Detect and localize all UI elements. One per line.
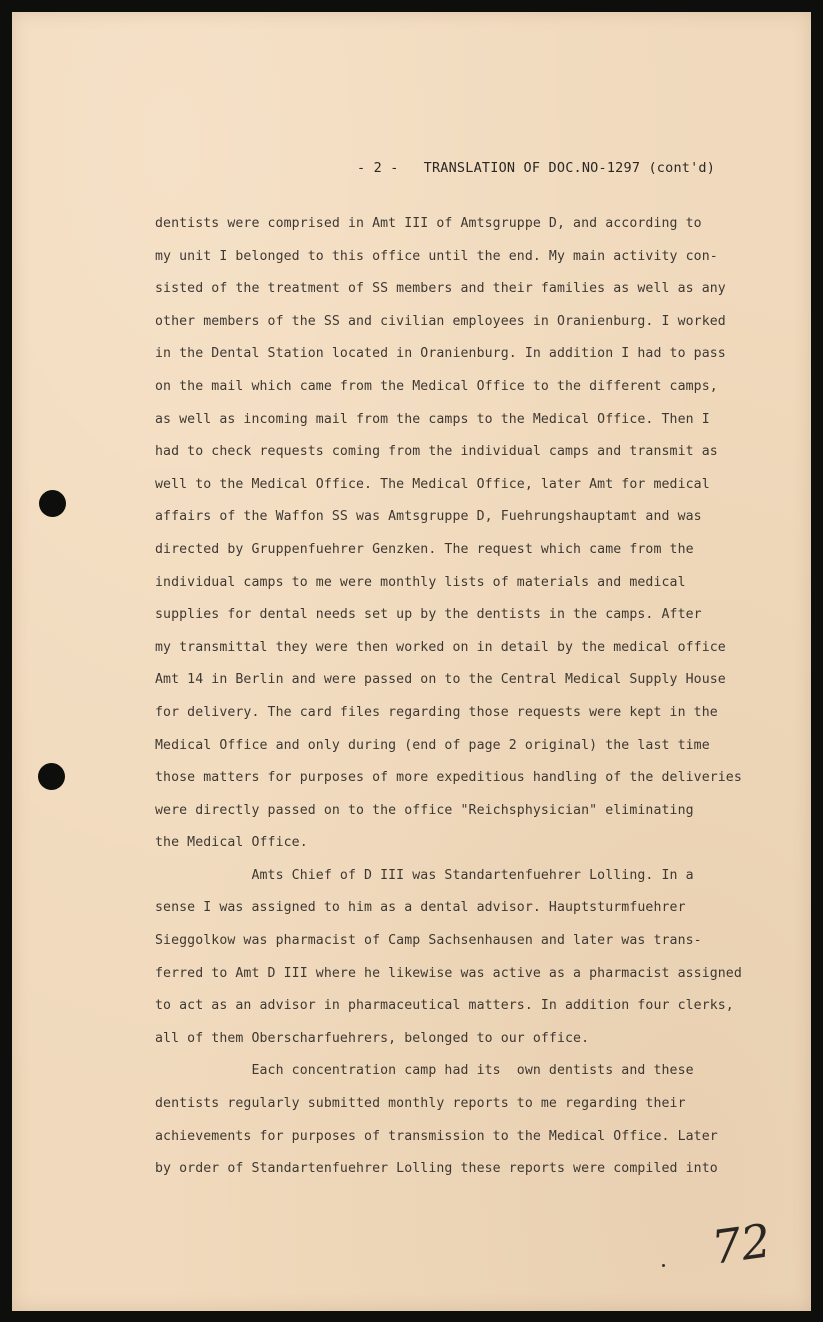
page-header: - 2 - TRANSLATION OF DOC.NO-1297 (cont'd) <box>357 160 716 176</box>
ink-dot <box>662 1264 665 1267</box>
text-line: supplies for dental needs set up by the dentists in the camps. After <box>155 607 702 623</box>
text-line: for delivery. The card files regarding those requests were kept in the <box>155 704 718 720</box>
text-line: in the Dental Station located in Oranienburg. In addition I had to pass <box>155 346 726 362</box>
text-line: my transmittal they were then worked on in detail by the medical office <box>155 639 726 655</box>
text-line: affairs of the Waffon SS was Amtsgruppe D, Fuehrungshauptamt and was <box>155 509 702 525</box>
text-line: sense I was assigned to him as a dental advisor. Hauptsturmfuehrer <box>155 900 686 916</box>
text-line: as well as incoming mail from the camps to the Medical Office. Then I <box>155 411 710 427</box>
text-line: had to check requests coming from the individual camps and transmit as <box>155 444 718 460</box>
document-body <box>155 208 795 1186</box>
text-line: ferred to Amt D III where he likewise was active as a pharmacist assigned <box>155 965 742 981</box>
text-line: by order of Standartenfuehrer Lolling these reports were compiled into <box>155 1161 718 1177</box>
text-line: sisted of the treatment of SS members and their families as well as any <box>155 281 726 297</box>
text-line: dentists regularly submitted monthly reports to me regarding their <box>155 1096 686 1112</box>
handwritten-page-number: 72 <box>708 1213 775 1275</box>
text-line: Amt 14 in Berlin and were passed on to the Central Medical Supply House <box>155 672 726 688</box>
text-line: the Medical Office. <box>155 835 308 851</box>
text-line: Medical Office and only during (end of page 2 original) the last time <box>155 737 710 753</box>
text-line: Amts Chief of D III was Standartenfuehrer Lolling. In a <box>155 867 694 883</box>
text-line: directed by Gruppenfuehrer Genzken. The request which came from the <box>155 541 694 557</box>
punch-hole-top <box>39 490 66 517</box>
text-line: on the mail which came from the Medical Office to the different camps, <box>155 378 718 394</box>
text-line: my unit I belonged to this office until the end. My main activity con- <box>155 248 718 264</box>
text-line: Sieggolkow was pharmacist of Camp Sachsenhausen and later was trans- <box>155 933 702 949</box>
text-line: all of them Oberscharfuehrers, belonged to our office. <box>155 1030 590 1046</box>
text-line: dentists were comprised in Amt III of Amtsgruppe D, and according to <box>155 216 702 231</box>
text-line: to act as an advisor in pharmaceutical matters. In addition four clerks, <box>155 998 734 1014</box>
punch-hole-bottom <box>38 763 65 790</box>
text-line: other members of the SS and civilian employees in Oranienburg. I worked <box>155 313 726 329</box>
text-line: those matters for purposes of more expeditious handling of the deliveries <box>155 770 742 786</box>
document-page <box>12 12 811 1311</box>
text-line: were directly passed on to the office "Reichsphysician" eliminating <box>155 802 694 818</box>
text-line: Each concentration camp had its own dentists and these <box>155 1063 694 1079</box>
text-line: achievements for purposes of transmission to the Medical Office. Later <box>155 1128 718 1144</box>
text-line: well to the Medical Office. The Medical Office, later Amt for medical <box>155 476 710 492</box>
text-line: individual camps to me were monthly lists of materials and medical <box>155 574 686 590</box>
